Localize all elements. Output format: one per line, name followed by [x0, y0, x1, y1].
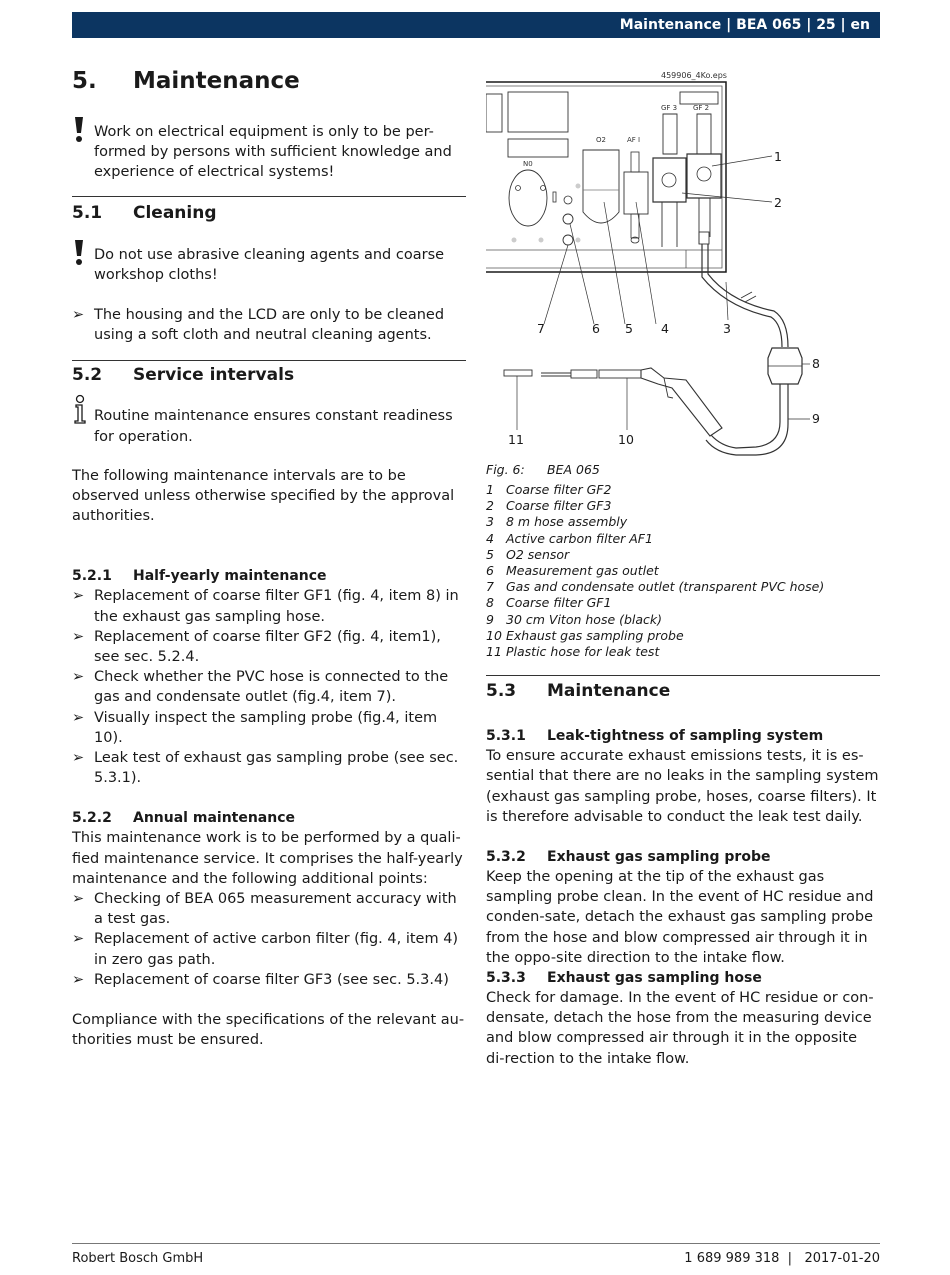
af1-filter-neck [631, 152, 639, 172]
figure-caption [486, 462, 880, 482]
list-item-text: Replacement of coarse filter GF1 (fig. 4, item 8) in the exhaust gas sampling hose. [94, 588, 459, 625]
arrow-bullet-icon: ➢ [72, 307, 85, 324]
warning-note-electrical [72, 122, 466, 183]
legend-item [486, 644, 880, 660]
arrow-bullet-icon: ➢ [72, 628, 85, 645]
section-title: Maintenance [133, 68, 300, 94]
section-number: 5.3.2 [486, 849, 526, 866]
legend-number: 9 [486, 611, 494, 627]
section-5-2-1-heading [72, 566, 466, 586]
footer-divider [72, 1243, 880, 1244]
section-title: Annual maintenance [133, 810, 296, 827]
screw-icon [541, 186, 546, 191]
section-number: 5.3 [486, 681, 517, 702]
plastic-hose [504, 370, 532, 376]
legend-number: 2 [486, 498, 494, 514]
callout-7: 7 [537, 321, 545, 336]
legend-text: Coarse filter GF3 [506, 498, 612, 514]
coarse-filter-gf3 [653, 158, 686, 202]
active-carbon-filter [624, 172, 648, 214]
callout-3: 3 [723, 321, 731, 336]
leader-line [544, 245, 568, 324]
list-item [72, 586, 466, 626]
legend-number: 7 [486, 579, 494, 595]
leader-line [726, 282, 728, 320]
filter-gauge-icon [697, 167, 711, 181]
callout-9: 9 [812, 411, 820, 426]
list-item [72, 305, 466, 345]
o2-sensor [583, 150, 619, 223]
section-number: 5.3.3 [486, 970, 526, 987]
section-title: Leak-tightness of sampling system [547, 728, 824, 745]
probe-tip [541, 373, 571, 376]
info-note [72, 406, 466, 446]
legend-number: 8 [486, 595, 494, 611]
section-number: 5.2.2 [72, 810, 112, 827]
arrow-bullet-icon: ➢ [72, 931, 85, 948]
gas-condensate-outlet [563, 235, 573, 245]
info-text: Routine maintenance ensures constant readiness for operation. [94, 408, 453, 445]
list-item [72, 929, 466, 969]
connector [564, 196, 572, 204]
device-housing [486, 82, 726, 272]
caption-title: BEA 065 [547, 462, 600, 477]
figure-file-label: 459906_4Ko.eps [661, 71, 727, 80]
list-item [72, 748, 466, 788]
device-slot [486, 94, 502, 132]
section-5-3-2-heading [486, 847, 880, 867]
warning-text: Do not use abrasive cleaning agents and coarse workshop cloths! [94, 246, 445, 283]
list-item-text: The housing and the LCD are only to be cleaned using a soft cloth and neutral cleaning agents. [94, 307, 445, 344]
legend-text: O2 sensor [506, 546, 570, 562]
hose-assembly [708, 244, 788, 347]
bea065-figure [486, 62, 880, 457]
leader-line [636, 202, 656, 324]
connector [512, 238, 517, 243]
connector [553, 192, 556, 202]
legend-item [486, 612, 880, 628]
section-5-1-heading [72, 198, 466, 228]
legend-item [486, 531, 880, 547]
divider [72, 196, 466, 197]
viton-hose [706, 384, 788, 455]
af1-label: AF I [627, 136, 641, 144]
legend-text: Active carbon filter AF1 [506, 530, 653, 546]
legend-text: Plastic hose for leak test [506, 644, 660, 660]
section-5-2-2-heading [72, 808, 466, 828]
device-label-plate [680, 92, 718, 104]
section-title: Exhaust gas sampling hose [547, 970, 762, 987]
legend-text: Measurement gas outlet [506, 563, 659, 579]
callout-1: 1 [774, 149, 782, 164]
legend-text: Gas and condensate outlet (transparent PVC hose) [506, 579, 825, 595]
legend-text: Coarse filter GF1 [506, 595, 612, 611]
section-5-3-3-heading [486, 968, 880, 988]
section-title: Cleaning [133, 202, 217, 223]
gf2-outlet [699, 198, 710, 244]
legend-text: Exhaust gas sampling probe [506, 627, 684, 643]
footer-company: Robert Bosch GmbH [72, 1251, 204, 1266]
hose-break-mark [741, 292, 752, 298]
section-title: Service intervals [133, 365, 295, 386]
callout-8: 8 [812, 356, 820, 371]
coarse-filter-gf2 [687, 154, 721, 198]
arrow-bullet-icon: ➢ [72, 750, 85, 767]
measurement-gas-outlet [563, 214, 573, 224]
screw-icon [516, 186, 521, 191]
caption-label: Fig. 6: [486, 462, 525, 477]
arrow-bullet-icon: ➢ [72, 669, 85, 686]
gf3-label: GF 3 [661, 104, 678, 112]
list-item-text: Replacement of coarse filter GF2 (fig. 4, item1), see sec. 5.2.4. [94, 628, 441, 666]
section-title: Half-yearly maintenance [133, 568, 327, 585]
legend-number: 5 [486, 546, 494, 562]
gf2-tube [697, 114, 711, 154]
leader-line [604, 202, 625, 324]
half-yearly-list [72, 586, 466, 788]
exclamation-icon [72, 116, 86, 150]
paragraph: Keep the opening at the tip of the exhaust gas sampling probe clean. In the event of HC residue and conden-sate, detach the exhaust gas sampling probe from the hose and blow compressed air through it in the oppo-site direction to the intake flow. [486, 869, 874, 966]
section-number: 5.3.1 [486, 728, 526, 745]
arrow-bullet-icon: ➢ [72, 891, 85, 908]
n0-port [509, 170, 547, 226]
section-5-3-1-heading [486, 726, 880, 746]
list-item-text: Checking of BEA 065 measurement accuracy with a test gas. [94, 891, 457, 928]
arrow-bullet-icon: ➢ [72, 709, 85, 726]
legend-item [486, 579, 880, 595]
leader-lines [517, 156, 810, 430]
callout-5: 5 [625, 321, 633, 336]
legend-number: 3 [486, 514, 494, 530]
legend-item [486, 514, 880, 530]
section-number: 5.2 [72, 365, 103, 386]
figure-legend [486, 482, 880, 660]
footer-doc-number: 1 689 989 318 | 2017-01-20 [684, 1251, 880, 1266]
section-title: Maintenance [547, 681, 671, 702]
info-icon [72, 394, 88, 430]
section-number: 5.2.1 [72, 568, 112, 585]
legend-item [486, 628, 880, 644]
legend-item [486, 563, 880, 579]
paragraph: To ensure accurate exhaust emissions tests, it is es-sential that there are no leaks in the sampling system (exhaust gas sampling probe, hoses, coarse filters). It is therefore advisable to conduct the leak test daily. [486, 748, 879, 825]
hose-break-mark [745, 296, 756, 302]
list-item [72, 708, 466, 748]
header-text: Maintenance | BEA 065 | 25 | en [619, 17, 870, 33]
section-number: 5. [72, 68, 97, 94]
callout-4: 4 [661, 321, 669, 336]
section-5-2-heading [72, 360, 466, 390]
section-title: Exhaust gas sampling probe [547, 849, 771, 866]
right-column [486, 62, 880, 1069]
legend-number: 10 [486, 627, 502, 643]
legend-item [486, 498, 880, 514]
leader-line [570, 224, 594, 324]
gf3-outlet [662, 202, 677, 247]
page-header-bar [72, 12, 880, 38]
list-item-text: Leak test of exhaust gas sampling probe (see sec. 5.3.1). [94, 750, 459, 787]
connector [576, 184, 581, 189]
legend-item [486, 595, 880, 611]
connector [539, 238, 544, 243]
hose-assembly [702, 244, 782, 347]
arrow-bullet-icon: ➢ [72, 971, 85, 988]
list-item [72, 627, 466, 667]
probe-coil [599, 370, 641, 378]
filter-gauge-icon [662, 173, 676, 187]
legend-number: 11 [486, 644, 502, 660]
paragraph: This maintenance work is to be performed by a quali-fied maintenance service. It comprises the half-yearly maintenance and the following additional points: [72, 830, 463, 887]
legend-item [486, 482, 880, 498]
legend-number: 6 [486, 563, 494, 579]
section-5-3-heading [486, 676, 880, 706]
hose-fitting [699, 232, 709, 244]
paragraph: The following maintenance intervals are to be observed unless otherwise specified by the approval authorities. [72, 467, 455, 525]
section-5-heading [72, 68, 466, 104]
list-item-text: Check whether the PVC hose is connected to the gas and condensate outlet (fig.4, item 7). [94, 669, 449, 706]
legend-text: 8 m hose assembly [506, 514, 628, 530]
legend-number: 1 [486, 482, 494, 497]
left-column [72, 62, 466, 1051]
exclamation-icon [72, 239, 86, 273]
gf3-tube [663, 114, 677, 154]
probe-coil [571, 370, 597, 378]
warning-text: Work on electrical equipment is only to be per-formed by persons with sufficient knowledge and experience of electrical systems! [94, 124, 452, 181]
legend-number: 4 [486, 530, 494, 546]
callout-2: 2 [774, 195, 782, 210]
probe-handle [641, 368, 722, 436]
n0-label: N0 [523, 160, 533, 168]
o2-label: O2 [596, 136, 606, 144]
list-item [72, 970, 466, 990]
legend-text: Coarse filter GF2 [506, 482, 612, 497]
list-item-text: Visually inspect the sampling probe (fig.4, item 10). [94, 709, 438, 746]
list-item [72, 667, 466, 707]
device-label-plate [508, 139, 568, 157]
connector [576, 238, 581, 243]
list-item-text: Replacement of coarse filter GF3 (see sec. 5.3.4) [94, 971, 449, 988]
section-number: 5.1 [72, 202, 103, 223]
arrow-bullet-icon: ➢ [72, 588, 85, 605]
paragraph: Compliance with the specifications of the relevant au-thorities must be ensured. [72, 1012, 465, 1049]
list-item [72, 889, 466, 929]
callout-10: 10 [618, 432, 634, 447]
callout-6: 6 [592, 321, 600, 336]
warning-note-cleaning [72, 245, 466, 285]
paragraph: Check for damage. In the event of HC residue or con-densate, detach the hose from the measuring device and blow compressed air through it in the opposite di-rection to the intake flow. [486, 990, 874, 1067]
viton-hose [711, 384, 780, 448]
af1-filter-tube [631, 214, 639, 238]
callout-11: 11 [508, 432, 524, 447]
gf2-label: GF 2 [693, 104, 710, 112]
legend-text: 30 cm Viton hose (black) [506, 611, 663, 627]
list-item-text: Replacement of active carbon filter (fig. 4, item 4) in zero gas path. [94, 931, 459, 968]
annual-list [72, 889, 466, 990]
device-display [508, 92, 568, 132]
legend-item [486, 547, 880, 563]
